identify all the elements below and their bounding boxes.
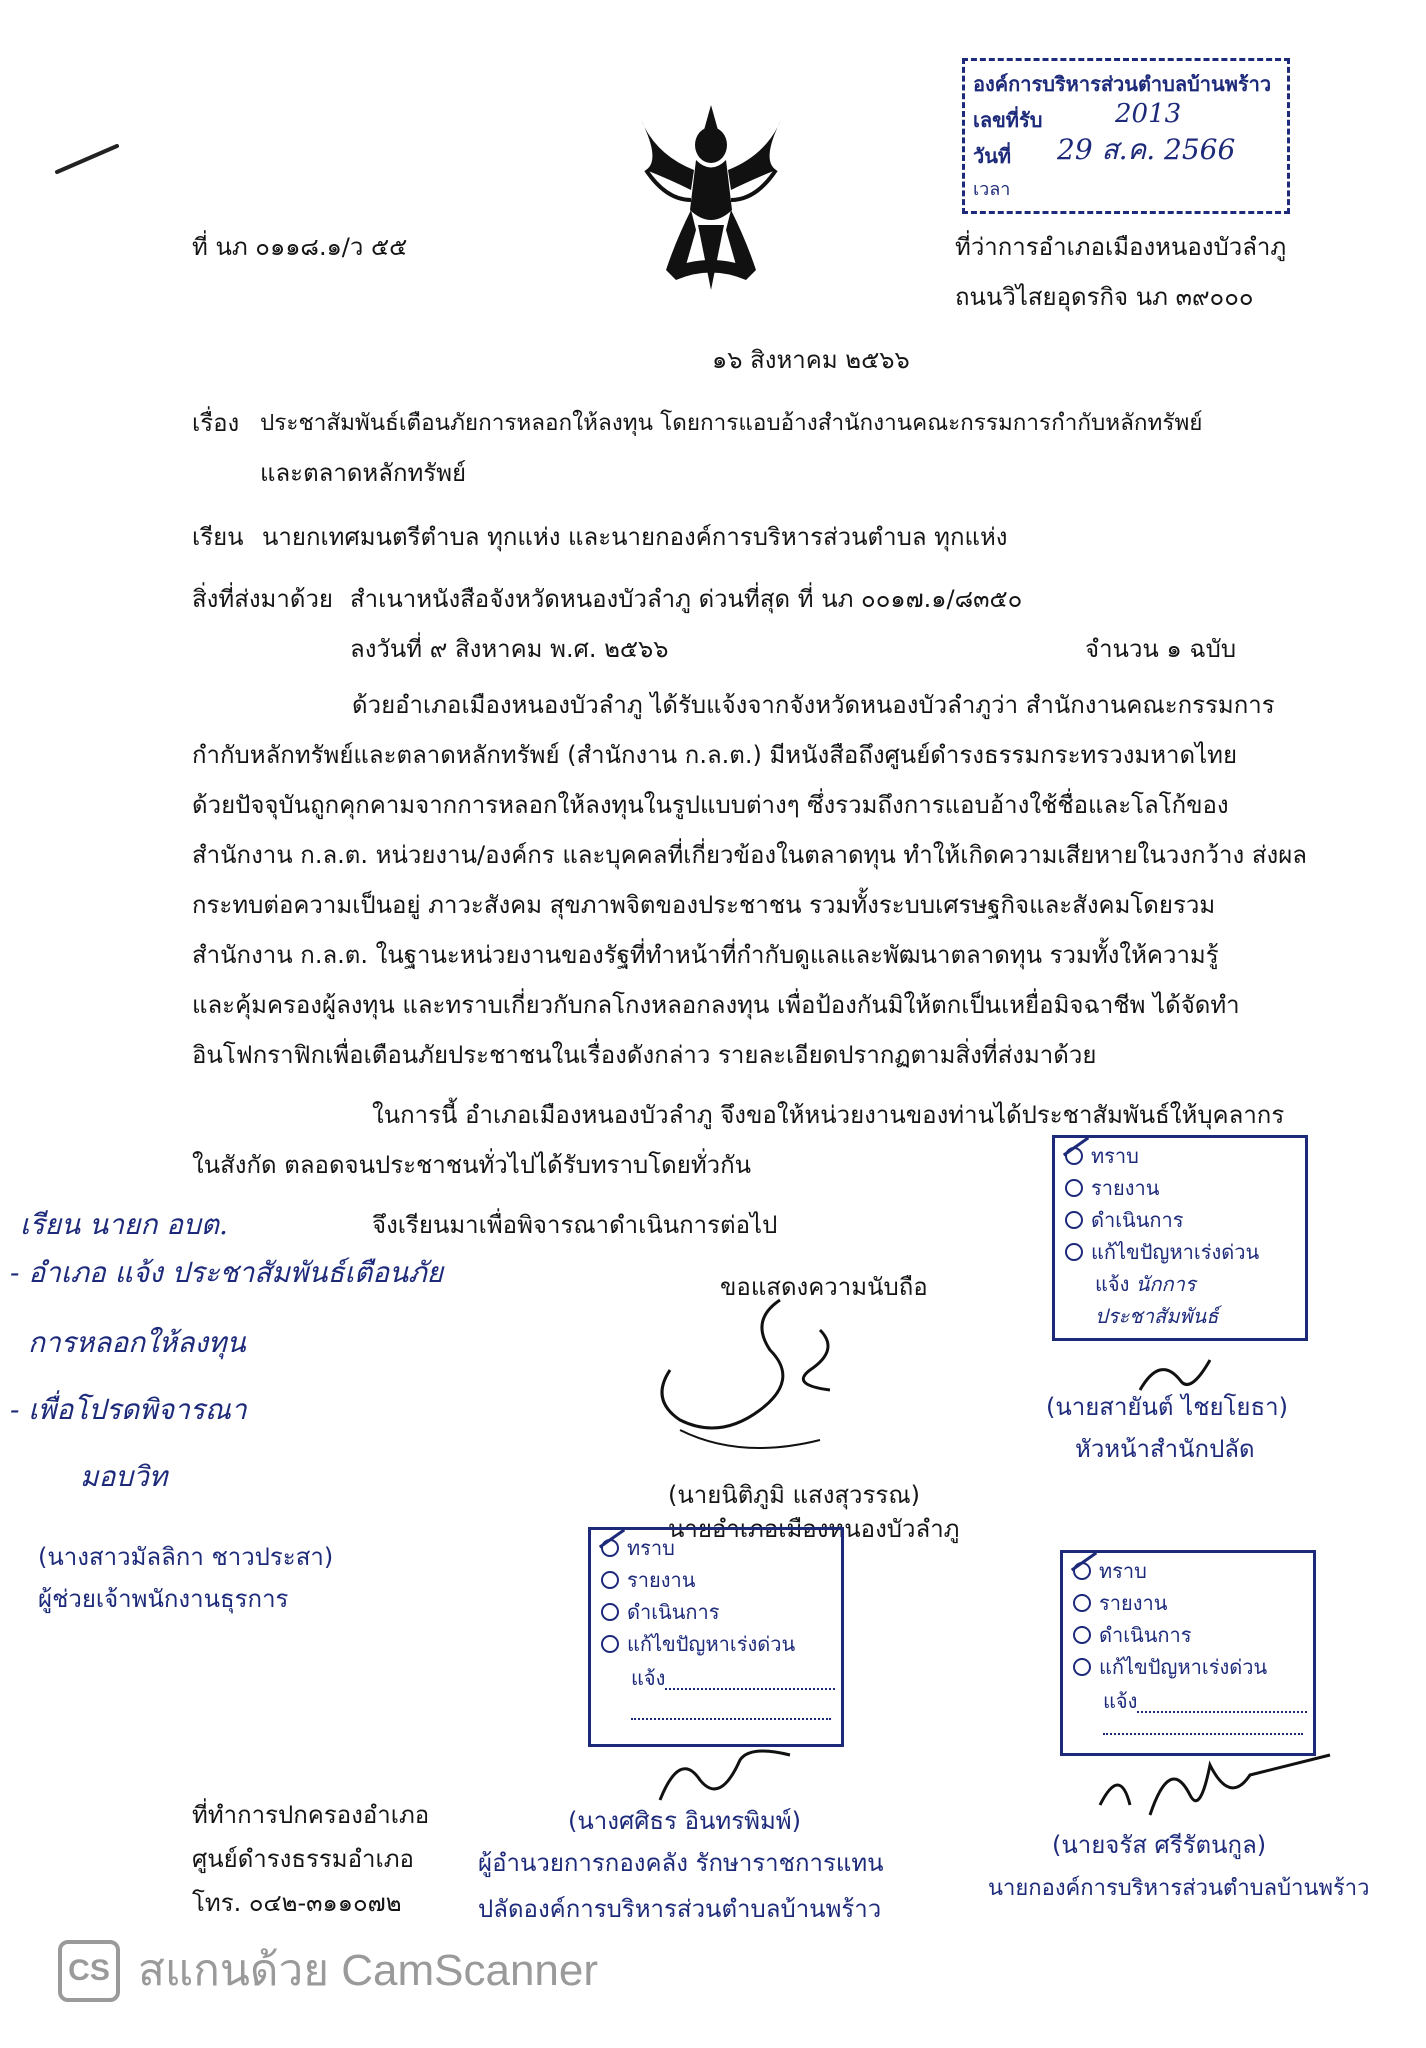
- office-address-line2: ถนนวิไสยอุดรกิจ นภ ๓๙๐๐๐: [955, 283, 1254, 311]
- subject-label: เรื่อง: [192, 409, 240, 437]
- footer-line2: ศูนย์ดำรงธรรมอำเภอ: [192, 1845, 414, 1873]
- option-label: ดำเนินการ: [1091, 1208, 1184, 1232]
- body-para1-line: สำนักงาน ก.ล.ต. ในฐานะหน่วยงานของรัฐที่ทำหน้าที่กำกับดูแลและพัฒนาตลาดทุน รวมทั้งให้ความรู้: [192, 941, 1219, 969]
- document-ref-no: ที่ นภ ๐๑๑๘.๑/ว ๕๕: [192, 233, 408, 261]
- option-label: ดำเนินการ: [1099, 1623, 1192, 1647]
- stamp-date-label: วันที่: [973, 144, 1012, 168]
- body-para1-line: อินโฟกราฟิกเพื่อเตือนภัยประชาชนในเรื่องดังกล่าว รายละเอียดปรากฏตามสิ่งที่ส่งมาด้วย: [192, 1041, 1097, 1069]
- body-para3: จึงเรียนมาเพื่อพิจารณาดำเนินการต่อไป: [372, 1211, 778, 1239]
- option-label: ทราบ: [1091, 1144, 1139, 1168]
- stamp-note: นักการ: [1135, 1272, 1196, 1296]
- head-office-title: หัวหน้าสำนักปลัด: [1075, 1435, 1255, 1463]
- enclosure-count: จำนวน ๑ ฉบับ: [1085, 635, 1237, 663]
- signer-name: (นายนิติภูมิ แสงสุวรรณ): [668, 1481, 920, 1509]
- document-date: ๑๖ สิงหาคม ๒๕๖๖: [712, 346, 910, 374]
- dotted-line: [1103, 1733, 1303, 1735]
- body-para1-line: และคุ้มครองผู้ลงทุน และทราบเกี่ยวกับกลโกงหลอกลงทุน เพื่อป้องกันมิให้ตกเป็นเหยื่อมิจฉาชีพ ได้จัดทำ: [192, 991, 1240, 1019]
- handwritten-note-line: - เพื่อโปรดพิจารณา: [10, 1393, 247, 1426]
- body-para1-line: ด้วยปัจจุบันถูกคุกคามจากการหลอกให้ลงทุนในรูปแบบต่างๆ ซึ่งรวมถึงการแอบอ้างใช้ชื่อและโลโก้ของ: [192, 791, 1229, 819]
- radio-checked-icon: [1065, 1147, 1083, 1165]
- notify-label: แจ้ง: [1095, 1272, 1130, 1296]
- stamp-note: ประชาสัมพันธ์: [1095, 1304, 1219, 1328]
- to-label: เรียน: [192, 523, 244, 551]
- radio-icon: [1065, 1179, 1083, 1197]
- option-label: ดำเนินการ: [627, 1600, 720, 1624]
- body-para2-line: ในสังกัด ตลอดจนประชาชนทั่วไปได้รับทราบโดยทั่วกัน: [192, 1151, 752, 1179]
- action-stamp-finance: [588, 1527, 844, 1747]
- stamp-extra: เวลา: [973, 179, 1011, 200]
- stamp-number-label: เลขที่รับ: [973, 108, 1043, 132]
- option-label: ทราบ: [1099, 1559, 1147, 1583]
- radio-icon: [601, 1603, 619, 1621]
- closing: ขอแสดงความนับถือ: [720, 1273, 928, 1301]
- body-para1-line: สำนักงาน ก.ล.ต. หน่วยงาน/องค์กร และบุคคลที่เกี่ยวข้องในตลาดทุน ทำให้เกิดความเสียหายในวงกว้าง ส่งผล: [192, 841, 1307, 869]
- finance-name: (นางศศิธร อินทรพิมพ์): [568, 1807, 801, 1835]
- dotted-line: [1137, 1693, 1307, 1713]
- radio-icon: [1065, 1211, 1083, 1229]
- handwritten-note-line: - อำเภอ แจ้ง ประชาสัมพันธ์เตือนภัย: [10, 1256, 444, 1289]
- head-office-name: (นายสายันต์ ไชยโยธา): [1046, 1393, 1288, 1421]
- radio-icon: [1065, 1243, 1083, 1261]
- mayor-signature: [1090, 1745, 1350, 1825]
- notify-label: แจ้ง: [631, 1666, 666, 1690]
- finance-signature: [640, 1740, 810, 1810]
- radio-icon: [1073, 1594, 1091, 1612]
- option-label: แก้ไขปัญหาเร่งด่วน: [1099, 1655, 1268, 1679]
- handwritten-note-line: การหลอกให้ลงทุน: [28, 1326, 246, 1359]
- garuda-emblem-icon: [636, 100, 786, 295]
- office-address-line1: ที่ว่าการอำเภอเมืองหนองบัวลำภู: [955, 233, 1287, 261]
- subject-line2: และตลาดหลักทรัพย์: [260, 459, 467, 487]
- radio-checked-icon: [601, 1539, 619, 1557]
- footer-line1: ที่ทำการปกครองอำเภอ: [192, 1801, 430, 1829]
- camscanner-watermark-text: สแกนด้วย CamScanner: [138, 1946, 599, 1995]
- to-text: นายกเทศมนตรีตำบล ทุกแห่ง และนายกองค์การบริหารส่วนตำบล ทุกแห่ง: [262, 523, 1008, 551]
- clerk-title: ผู้ช่วยเจ้าพนักงานธุรการ: [38, 1585, 289, 1613]
- mayor-title: นายกองค์การบริหารส่วนตำบลบ้านพร้าว: [988, 1876, 1370, 1901]
- enclosure-date: ลงวันที่ ๙ สิงหาคม พ.ศ. ๒๕๖๖: [350, 635, 669, 663]
- receipt-stamp: [962, 58, 1290, 214]
- clerk-name: (นางสาวมัลลิกา ชาวประสา): [38, 1543, 334, 1571]
- radio-checked-icon: [1073, 1562, 1091, 1580]
- body-para1-line: กระทบต่อความเป็นอยู่ ภาวะสังคม สุขภาพจิตของประชาชน รวมทั้งระบบเศรษฐกิจและสังคมโดยรวม: [192, 891, 1216, 919]
- option-label: รายงาน: [627, 1568, 696, 1592]
- district-chief-signature: [640, 1290, 900, 1490]
- pen-stroke: [55, 140, 125, 180]
- finance-title-2: ปลัดองค์การบริหารส่วนตำบลบ้านพร้าว: [478, 1895, 882, 1923]
- stamp-date-value: 29 ส.ค. 2566: [1057, 133, 1236, 166]
- enclosure-label: สิ่งที่ส่งมาด้วย: [192, 585, 333, 613]
- body-para2-line: ในการนี้ อำเภอเมืองหนองบัวลำภู จึงขอให้หน่วยงานของท่านได้ประชาสัมพันธ์ให้บุคลากร: [372, 1101, 1285, 1129]
- action-stamp-head: [1052, 1135, 1308, 1341]
- signer-title: นายอำเภอเมืองหนองบัวลำภู: [668, 1515, 960, 1543]
- option-label: ทราบ: [627, 1536, 675, 1560]
- footer-line3: โทร. ๐๔๒-๓๑๑๐๗๒: [192, 1889, 402, 1917]
- radio-icon: [601, 1635, 619, 1653]
- enclosure-text: สำเนาหนังสือจังหวัดหนองบัวลำภู ด่วนที่สุด ที่ นภ ๐๐๑๗.๑/๘๓๕๐: [350, 585, 1023, 613]
- radio-icon: [601, 1571, 619, 1589]
- finance-title-1: ผู้อำนวยการกองคลัง รักษาราชการแทน: [478, 1849, 884, 1877]
- camscanner-logo-icon: CS: [58, 1940, 120, 2002]
- radio-icon: [1073, 1658, 1091, 1676]
- body-para1-line: กำกับหลักทรัพย์และตลาดหลักทรัพย์ (สำนักงาน ก.ล.ต.) มีหนังสือถึงศูนย์ดำรงธรรมกระทรวงมหาดไทย: [192, 741, 1238, 769]
- radio-icon: [1073, 1626, 1091, 1644]
- stamp-number-value: 2013: [1115, 99, 1182, 129]
- notify-label: แจ้ง: [1103, 1689, 1138, 1713]
- handwritten-note-line: เรียน นายก อบต.: [20, 1208, 228, 1241]
- action-stamp-mayor: [1060, 1550, 1316, 1756]
- body-para1-line: ด้วยอำเภอเมืองหนองบัวลำภู ได้รับแจ้งจากจังหวัดหนองบัวลำภูว่า สำนักงานคณะกรรมการ: [352, 691, 1275, 719]
- option-label: รายงาน: [1099, 1591, 1168, 1615]
- handwritten-note-line: มอบวิท: [80, 1460, 168, 1493]
- mayor-name: (นายจรัส ศรีรัตนกูล): [1052, 1831, 1267, 1859]
- stamp-org: องค์การบริหารส่วนตำบลบ้านพร้าว: [973, 72, 1272, 96]
- option-label: แก้ไขปัญหาเร่งด่วน: [627, 1632, 796, 1656]
- option-label: แก้ไขปัญหาเร่งด่วน: [1091, 1240, 1260, 1264]
- dotted-line: [631, 1718, 831, 1720]
- subject-line1: ประชาสัมพันธ์เตือนภัยการหลอกให้ลงทุน โดยการแอบอ้างสำนักงานคณะกรรมการกำกับหลักทรัพย์: [260, 410, 1203, 436]
- dotted-line: [665, 1670, 835, 1690]
- option-label: รายงาน: [1091, 1176, 1160, 1200]
